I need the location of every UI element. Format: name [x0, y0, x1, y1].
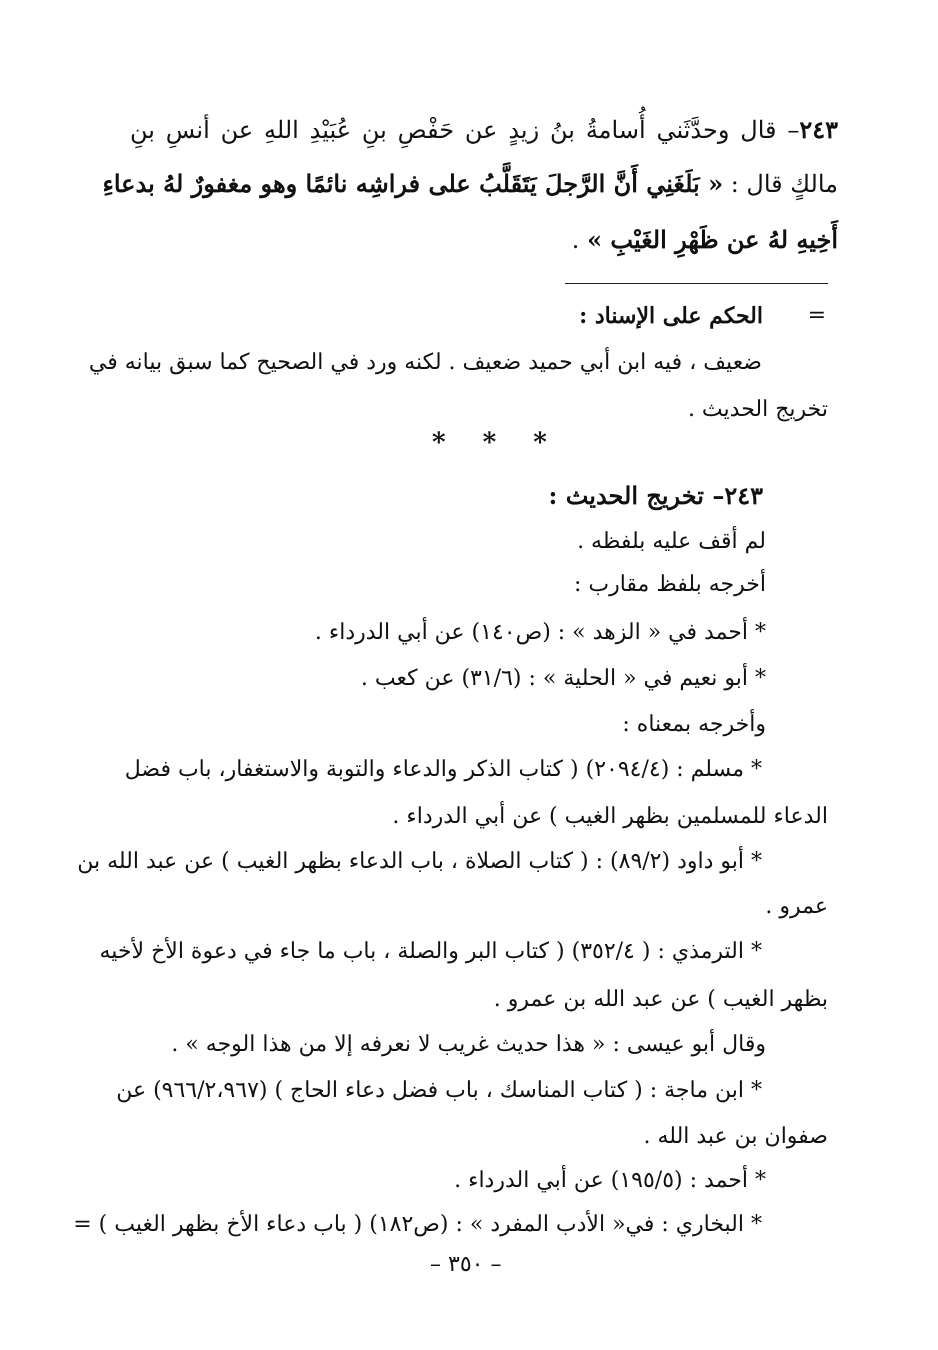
ruling-heading: الحكم على الإسناد :: [579, 303, 763, 329]
takhrij-line-1: لم أقف عليه بلفظه .: [577, 529, 766, 554]
takhrij-line-14: صفوان بن عبد الله .: [643, 1124, 828, 1149]
hadith-line-1: [130, 112, 838, 148]
ruling-line-1: ضعيف ، فيه ابن أبي حميد ضعيف . لكنه ورد في الصحيح كما سبق بيانه في: [88, 350, 762, 375]
takhrij-line-3: * أحمد في « الزهد » : (ص١٤٠) عن أبي الدرداء .: [314, 620, 766, 645]
hadith-intro: – قال وحدَّثَني أُسامةُ بنُ زيدٍ عن حَفْصِ بنِ عُبَيْدِ اللهِ عن أنسِ بنِ: [130, 116, 800, 144]
takhrij-line-9: عمرو .: [765, 894, 828, 919]
hadith-narrator: مالكٍ قال :: [730, 170, 838, 198]
takhrij-line-11: بظهر الغيب ) عن عبد الله بن عمرو .: [493, 987, 828, 1012]
hadith-line-3: [572, 222, 838, 258]
takhrij-line-7: الدعاء للمسلمين بظهر الغيب ) عن أبي الدرداء .: [392, 804, 828, 829]
takhrij-line-5: وأخرجه بمعناه :: [622, 712, 766, 737]
takhrij-line-12: وقال أبو عيسى : « هذا حديث غريب لا نعرفه إلا من هذا الوجه » .: [171, 1032, 766, 1057]
section-separator: * * *: [432, 428, 561, 458]
ruling-marker: =: [807, 303, 826, 328]
hadith-matn-2: أَخِيهِ لهُ عن ظَهْرِ الغَيْبِ »: [587, 225, 838, 254]
takhrij-line-16: * البخاري : في« الأدب المفرد » : (ص١٨٢) ( باب دعاء الأخ بظهر الغيب ) =: [73, 1212, 762, 1237]
takhrij-line-10: * الترمذي : ( ٣٥٢/٤) ( كتاب البر والصلة ، باب ما جاء في دعوة الأخ لأخيه: [99, 939, 762, 964]
takhrij-heading: ٢٤٣– تخريج الحديث :: [548, 481, 763, 510]
takhrij-line-8: * أبو داود (٨٩/٢) : ( كتاب الصلاة ، باب الدعاء بظهر الغيب ) عن عبد الله بن: [77, 849, 762, 874]
takhrij-line-6: * مسلم : (٢٠٩٤/٤) ( كتاب الذكر والدعاء والتوبة والاستغفار، باب فضل: [124, 757, 762, 782]
ruling-line-2: تخريج الحديث .: [687, 397, 828, 422]
hadith-line-2: [102, 166, 838, 202]
hadith-end: .: [571, 226, 588, 254]
takhrij-line-4: * أبو نعيم في « الحلية » : (٣١/٦) عن كعب .: [360, 666, 766, 691]
hadith-number: ٢٤٣: [799, 115, 838, 144]
takhrij-line-2: أخرجه بلفظ مقارب :: [573, 572, 766, 597]
takhrij-line-13: * ابن ماجة : ( كتاب المناسك ، باب فضل دعاء الحاج ) (٩٦٦/٢،٩٦٧) عن: [116, 1078, 762, 1103]
footnote-divider: [565, 283, 828, 284]
page-number: – ٣٥٠ –: [430, 1252, 502, 1277]
takhrij-line-15: * أحمد : (١٩٥/٥) عن أبي الدرداء .: [454, 1168, 766, 1193]
hadith-matn-1: « بَلَغَنِي أَنَّ الرَّجلَ يَتَقَلَّبُ على فراشِه نائمًا وهو مغفورٌ لهُ بدعاءِ: [102, 169, 724, 198]
